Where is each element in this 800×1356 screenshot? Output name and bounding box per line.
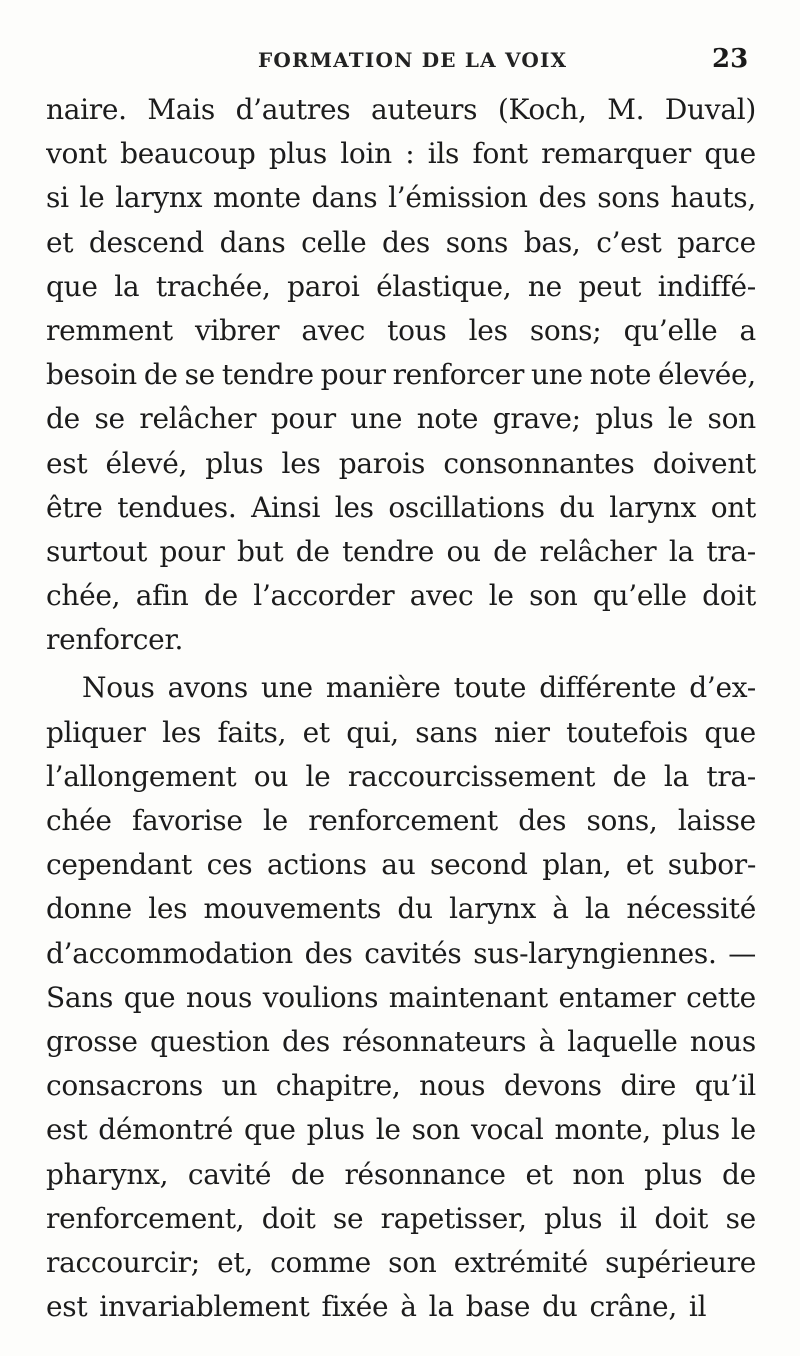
text-line: chée favorise le renforcement des sons, laisse (46, 804, 756, 837)
text-line: est démontré que plus le son vocal monte, plus le (46, 1113, 756, 1147)
text-line: consacrons un chapitre, nous devons dire qu’il (46, 1069, 756, 1103)
paragraph (46, 666, 756, 1329)
page-header (0, 44, 800, 80)
text-line: surtout pour but de tendre ou de relâcher la tra- (46, 534, 756, 568)
body-text (46, 88, 756, 1329)
text-line: raccourcir; et, comme son extrémité supérieure (46, 1245, 756, 1279)
text-line: de se relâcher pour une note grave; plus le son (46, 402, 756, 436)
text-line: donne les mouvements du larynx à la nécessité (46, 892, 756, 926)
text-line: besoin de se tendre pour renforcer une note élevée, (46, 358, 756, 392)
text-line: chée, afin de l’accorder avec le son qu’elle doit (46, 579, 756, 613)
text-line: Nous avons une manière toute différente d’ex- (82, 671, 756, 705)
text-line: si le larynx monte dans l’émission des sons hauts, (46, 181, 756, 215)
text-line: l’allongement ou le raccourcissement de la tra- (46, 759, 756, 793)
paragraph (46, 88, 756, 662)
text-line: être tendues. Ainsi les oscillations du larynx ont (46, 490, 756, 524)
text-line: est élevé, plus les parois consonnantes doivent (46, 446, 756, 480)
text-line: cependant ces actions au second plan, et subor- (46, 848, 756, 882)
page-number: 23 (712, 44, 749, 74)
text-line: grosse question des résonnateurs à laquelle nous (46, 1024, 756, 1058)
text-line: renforcement, doit se rapetisser, plus il doit se (46, 1201, 756, 1235)
text-line: pharynx, cavité de résonnance et non plus de (46, 1157, 756, 1191)
text-line: d’accommodation des cavités sus-laryngiennes. — (46, 936, 756, 970)
text-line: remment vibrer avec tous les sons; qu’elle a (46, 313, 756, 347)
text-line: que la trachée, paroi élastique, ne peut indiffé- (46, 269, 756, 303)
text-line: et descend dans celle des sons bas, c’est parce (46, 225, 756, 259)
text-line: renforcer. (46, 623, 184, 657)
text-line: naire. Mais d’autres auteurs (Koch, M. Duval) (46, 93, 756, 126)
text-line: vont beaucoup plus loin : ils font remarquer que (46, 137, 756, 171)
text-line: est invariablement fixée à la base du crâne, il (46, 1290, 707, 1324)
running-head: FORMATION DE LA VOIX (258, 48, 568, 72)
text-line: Sans que nous voulions maintenant entamer cette (46, 980, 756, 1014)
text-line: pliquer les faits, et qui, sans nier toutefois que (46, 715, 756, 749)
